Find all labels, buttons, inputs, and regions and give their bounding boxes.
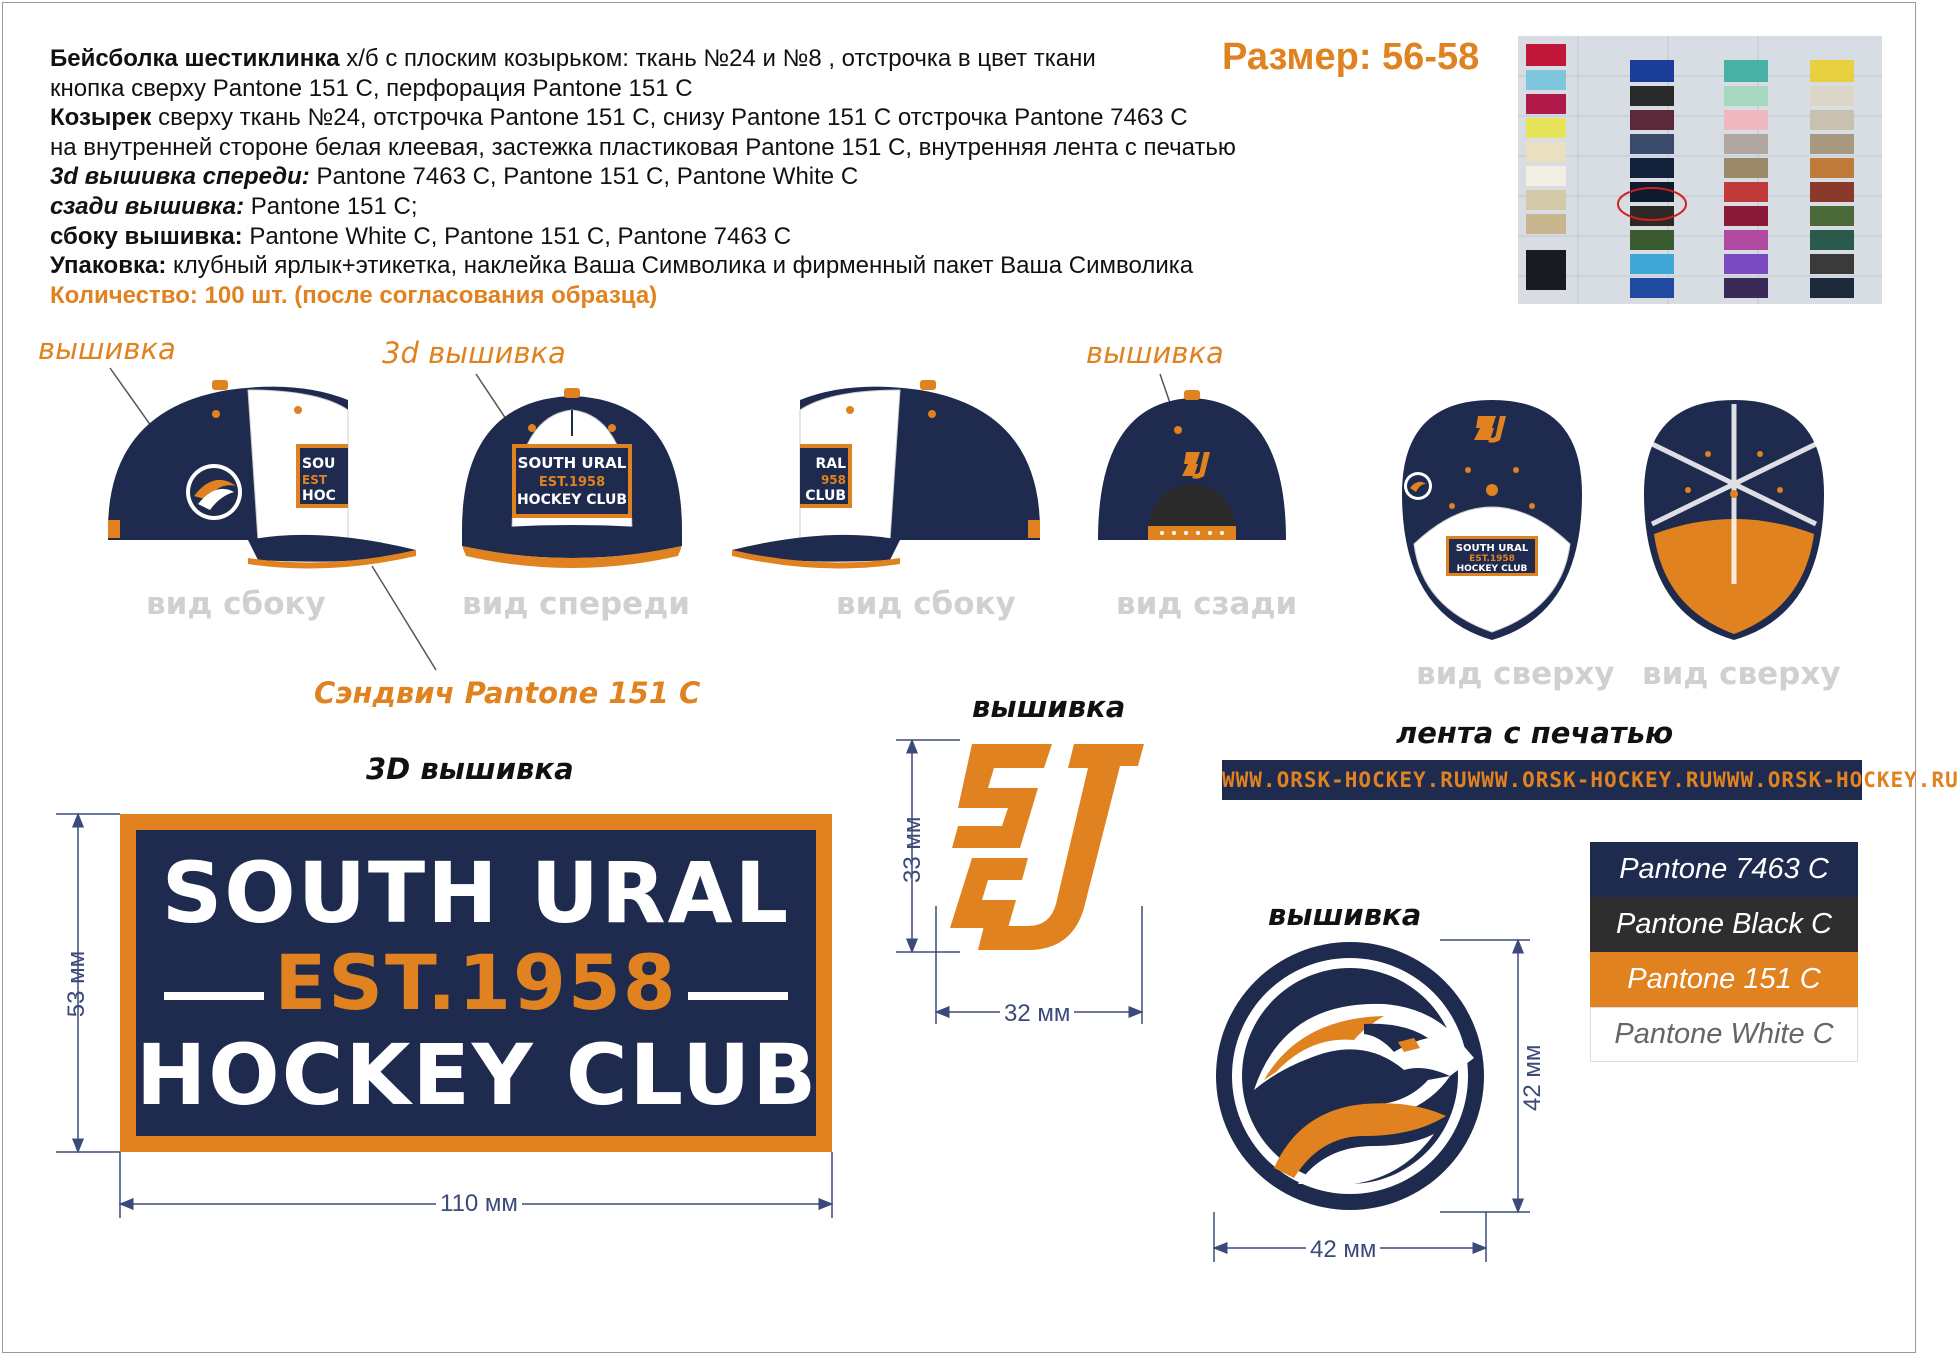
callout-side-embroidery: вышивка <box>38 332 176 366</box>
badge-height-dim: 42 мм <box>1519 1044 1546 1111</box>
view-label-top-1: вид сверху <box>1416 656 1615 692</box>
spec-line7: Pantone White C, Pantone 151 C, Pantone 7463 C <box>242 222 792 250</box>
spec-line4: на внутренней стороне белая клеевая, застежка пластиковая Pantone 151 C, внутренняя лента с печатью <box>50 133 1236 161</box>
spec-line5-bold: 3d вышивка спереди: <box>50 163 310 191</box>
legend-row-151: Pantone 151 C <box>1590 952 1858 1007</box>
legend-row-black: Pantone Black C <box>1590 897 1858 952</box>
svg-text:CLUB: CLUB <box>805 488 846 504</box>
patch-inner <box>136 830 819 1136</box>
legend-row-white: Pantone White C <box>1590 1007 1858 1062</box>
cap-side-view-left <box>98 370 418 570</box>
cap-top-view-1 <box>1392 394 1592 644</box>
spec-line1: х/б с плоским козырьком: ткань №24 и №8 , отстрочка в цвет ткани <box>339 45 1096 72</box>
svg-text:RAL: RAL <box>815 456 846 472</box>
sj-height-dim: 33 мм <box>899 816 926 883</box>
badge-width-dim: 42 мм <box>1306 1236 1380 1264</box>
quantity-text: Количество: 100 шт. (после согласования образца) <box>50 281 658 309</box>
spec-line8-bold: Упаковка: <box>50 252 167 280</box>
cap-side-view-right <box>730 370 1050 570</box>
patch-height-dim: 53 мм <box>63 950 90 1018</box>
cap-back-view <box>1092 390 1292 550</box>
spec-line3-bold: Козырек <box>50 104 152 132</box>
mini-patch-line3: HOCKEY CLUB <box>1456 564 1528 574</box>
badger-badge <box>1214 940 1486 1212</box>
svg-text:HOCKEY CLUB: HOCKEY CLUB <box>516 492 628 508</box>
spec-line6: Pantone 151 C; <box>244 192 418 220</box>
svg-text:SOUTH URAL: SOUTH URAL <box>517 454 627 472</box>
spec-block <box>50 44 1236 310</box>
patch-line1: SOUTH URAL <box>161 844 791 942</box>
spec-line7-bold: сбоку вышивка: <box>50 222 243 250</box>
spec-line1-bold: Бейсболка шестиклинка <box>50 45 340 72</box>
patch-line2: EST.1958 <box>274 938 678 1027</box>
pantone-legend <box>1590 842 1858 1062</box>
sj-logo-heading: вышивка <box>972 690 1126 724</box>
view-label-side-1: вид сбоку <box>146 586 326 622</box>
spec-line2: кнопка сверху Pantone 151 C, перфорация Pantone 151 C <box>50 74 693 102</box>
patch-width-dim: 110 мм <box>436 1190 522 1218</box>
patch-heading: 3D вышивка <box>366 752 574 786</box>
printed-tape <box>1222 760 1959 800</box>
legend-row-7463: Pantone 7463 C <box>1590 842 1858 897</box>
callout-front-3d-embroidery: 3d вышивка <box>382 336 566 370</box>
svg-text:958: 958 <box>820 473 846 487</box>
mini-patch-line2: EST.1958 <box>1469 554 1515 564</box>
svg-text:EST.1958: EST.1958 <box>538 475 606 490</box>
view-label-back: вид сзади <box>1116 586 1298 622</box>
spec-line3: сверху ткань №24, отстрочка Pantone 151 C, снизу Pantone 151 C отстрочка Pantone 7463 C <box>151 104 1188 132</box>
sj-logo <box>932 738 1152 952</box>
patch-line3: HOCKEY CLUB <box>136 1026 819 1124</box>
badge-heading: вышивка <box>1268 898 1422 932</box>
svg-text:SOU: SOU <box>302 456 336 472</box>
view-label-top-2: вид сверху <box>1642 656 1841 692</box>
spec-line6-bold: сзади вышивка: <box>50 192 245 220</box>
svg-text:HOC: HOC <box>302 488 336 504</box>
sj-width-dim: 32 мм <box>1000 1000 1074 1028</box>
tape-text-1: WWW.ORSK-HOCKEY.RU <box>1222 768 1468 792</box>
svg-text:EST: EST <box>302 473 328 487</box>
patch-rule-right <box>688 992 788 1000</box>
view-label-side-2: вид сбоку <box>836 586 1016 622</box>
mini-patch-line1: SOUTH URAL <box>1455 543 1529 554</box>
cap-top-view-2 <box>1632 394 1836 644</box>
cap-front-view <box>452 380 692 580</box>
callout-sandwich: Сэндвич Pantone 151 C <box>314 676 701 710</box>
tape-heading: лента с печатью <box>1396 716 1674 750</box>
spec-line5: Pantone 7463 C, Pantone 151 C, Pantone White C <box>309 163 859 191</box>
spec-line8: клубный ярлык+этикетка, наклейка Ваша Символика и фирменный пакет Ваша Символика <box>166 252 1194 280</box>
patch-3d <box>120 814 832 1152</box>
size-label: Размер: 56-58 <box>1222 36 1480 78</box>
view-label-front: вид спереди <box>462 586 690 622</box>
tape-text-3: WWW.ORSK-HOCKEY.RU <box>1713 768 1959 792</box>
fabric-swatch-photo <box>1518 36 1882 304</box>
callout-back-embroidery: вышивка <box>1086 336 1224 370</box>
patch-rule-left <box>164 992 264 1000</box>
tape-text-2: WWW.ORSK-HOCKEY.RU <box>1467 768 1714 792</box>
